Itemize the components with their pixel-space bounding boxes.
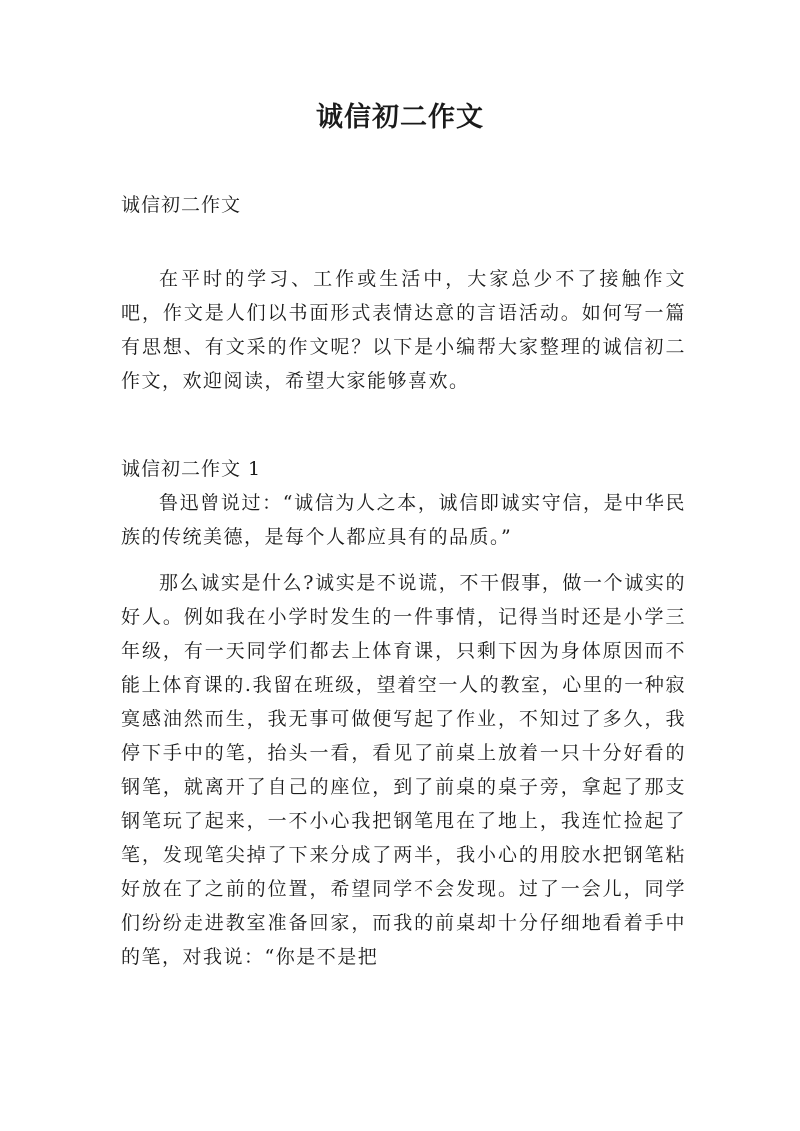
document-title: 诚信初二作文 xyxy=(316,102,484,133)
document-subtitle: 诚信初二作文 xyxy=(121,194,242,216)
body-paragraph: 鲁迅曾说过：“诚信为人之本，诚信即诚实守信，是中华民族的传统美德，是每个人都应具有的品质。” xyxy=(121,492,686,548)
section-heading: 诚信初二作文 1 xyxy=(121,458,262,480)
body-paragraph: 那么诚实是什么?诚实是不说谎，不干假事，做一个诚实的好人。例如我在小学时发生的一件事情，记得当时还是小学三年级，有一天同学们都去上体育课，只剩下因为身体原因而不能上体育课的.我留在班级，望着空一人的教室，心里的一种寂寞感油然而生，我无事可做便写起了作业，不知过了多久，我停下手中的笔，抬头一看，看见了前桌上放着一只十分好看的钢笔，就离开了自己的座位，到了前桌的桌子旁，拿起了那支钢笔玩了起来，一不小心我把钢笔甩在了地上，我连忙捡起了笔，发现笔尖掉了下来分成了两半，我小心的用胶水把钢笔粘好放在了之前的位置，希望同学不会发现。过了一会儿，同学们纷纷走进教室准备回家，而我的前桌却十分仔细地看着手中的笔，对我说：“你是不是把 xyxy=(121,572,686,968)
intro-paragraph: 在平时的学习、工作或生活中，大家总少不了接触作文吧，作文是人们以书面形式表情达意的言语活动。如何写一篇有思想、有文采的作文呢？以下是小编帮大家整理的诚信初二作文，欢迎阅读，希望大家能够喜欢。 xyxy=(121,268,686,392)
